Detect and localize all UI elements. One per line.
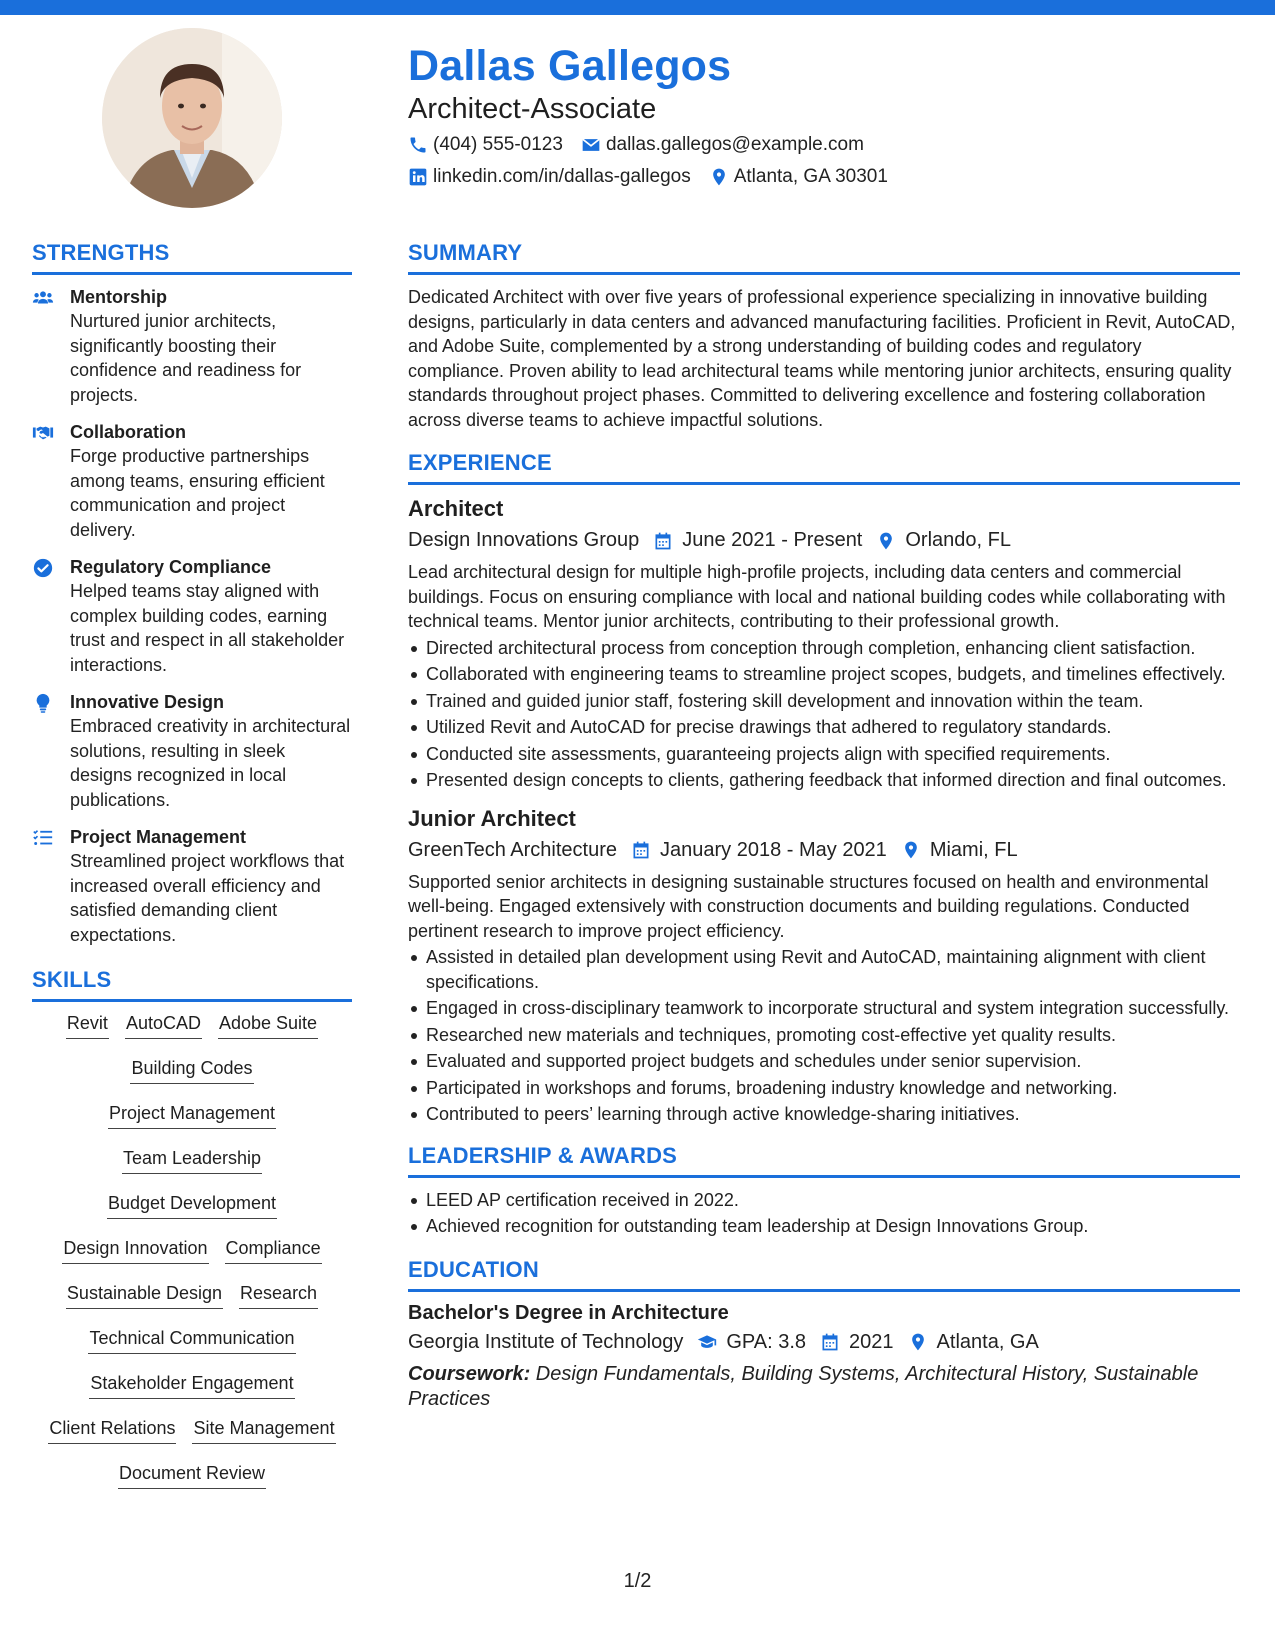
job-bullet: Engaged in cross-disciplinary teamwork to incorporate structural and system integration successfully.: [426, 996, 1240, 1021]
coursework-list: Design Fundamentals, Building Systems, Architectural History, Sustainable Practices: [408, 1362, 1199, 1410]
leadership-item: Achieved recognition for outstanding team leadership at Design Innovations Group.: [426, 1214, 1240, 1239]
job-role: Junior Architect: [408, 805, 576, 831]
graduation-year-group: [820, 1331, 894, 1354]
strengths-heading: STRENGTHS: [32, 240, 352, 275]
degree-name: Bachelor's Degree in Architecture: [408, 1301, 729, 1324]
skill-row: [32, 1372, 352, 1399]
left-column: [32, 240, 352, 1507]
graduation-year: 2021: [849, 1330, 894, 1353]
summary-text: Dedicated Architect with over five years of professional experience specializing in innovative building designs, particularly in data centers and advanced manufacturing facilities. Proficient in Revit, AutoCAD, and Adobe Suite, complemented by a strong understanding of building codes and regulatory compliance. Proven ability to lead architectural teams while mentoring junior architects, ensuring quality standards throughout project phases. Committed to delivering excellence and fostering collaboration across diverse teams to achieve impactful solutions.: [408, 287, 1236, 430]
job-entry: [408, 495, 1240, 793]
coursework: [408, 1362, 1240, 1412]
job-bullet: Presented design concepts to clients, gathering feedback that informed direction and final outcomes.: [426, 768, 1240, 793]
calendar-icon: [820, 1332, 840, 1352]
top-accent-bar: [0, 0, 1275, 15]
location-contact: [709, 166, 888, 188]
strength-item: [32, 420, 352, 542]
job-bullet: Assisted in detailed plan development using Revit and AutoCAD, maintaining alignment with client specifications.: [426, 945, 1240, 994]
skill-tag: Adobe Suite: [218, 1012, 318, 1039]
skill-tag: Client Relations: [48, 1417, 176, 1444]
calendar-icon: [653, 531, 673, 551]
job-bullet: Directed architectural process from conception through completion, enhancing client satisfaction.: [426, 636, 1240, 661]
phone-icon: [408, 135, 428, 155]
job-dates-group: [653, 529, 862, 552]
skill-row: [32, 1147, 352, 1174]
skill-row: [32, 1102, 352, 1129]
job-dates: January 2018 - May 2021: [660, 838, 887, 861]
job-bullet: Collaborated with engineering teams to streamline project scopes, budgets, and timelines effectively.: [426, 662, 1240, 687]
skill-tag: AutoCAD: [125, 1012, 202, 1039]
gpa-value: GPA: 3.8: [726, 1330, 807, 1353]
strength-item: [32, 285, 352, 407]
skill-tag: Team Leadership: [122, 1147, 262, 1174]
strength-title: Mentorship: [70, 287, 167, 307]
skill-tag: Design Innovation: [62, 1237, 208, 1264]
skill-row: [32, 1282, 352, 1309]
strength-description: Forge productive partnerships among teams, ensuring efficient communication and project delivery.: [70, 446, 325, 540]
job-bullet: Utilized Revit and AutoCAD for precise drawings that adhered to regulatory standards.: [426, 715, 1240, 740]
leadership-list: [408, 1188, 1240, 1239]
strength-description: Helped teams stay aligned with complex building codes, earning trust and respect in all stakeholder interactions.: [70, 581, 345, 675]
job-bullet: Participated in workshops and forums, broadening industry knowledge and networking.: [426, 1076, 1240, 1101]
job-location: Orlando, FL: [905, 529, 1011, 551]
skill-tag: Document Review: [118, 1462, 266, 1489]
graduation-cap-icon: [697, 1332, 717, 1352]
contact-row-secondary: [408, 166, 906, 188]
contact-row-primary: [408, 134, 882, 156]
skill-row: [32, 1462, 352, 1489]
skill-row: [32, 1012, 352, 1039]
email-contact: [581, 134, 864, 156]
strength-description: Nurtured junior architects, significantly boosting their confidence and readiness for projects.: [70, 311, 302, 405]
school-name: Georgia Institute of Technology: [408, 1330, 684, 1353]
map-pin-icon: [876, 531, 896, 551]
coursework-label: Coursework:: [408, 1362, 531, 1385]
skill-tag: Research: [239, 1282, 318, 1309]
skill-row: [32, 1237, 352, 1264]
right-column: [408, 240, 1240, 1412]
map-pin-icon: [901, 840, 921, 860]
job-description: Lead architectural design for multiple high-profile projects, including data centers and commercial buildings. Focus on ensuring compliance with local and national building codes while collaborating with technical teams. Mentor junior architects, contributing to their professional growth.: [408, 562, 1226, 631]
lightbulb-icon: [32, 692, 54, 714]
linkedin-url[interactable]: linkedin.com/in/dallas-gallegos: [433, 166, 691, 187]
job-role: Architect: [408, 496, 504, 521]
job-entry: [408, 805, 1240, 1127]
job-bullet: Conducted site assessments, guaranteeing projects align with specified requirements.: [426, 742, 1240, 767]
leadership-item: LEED AP certification received in 2022.: [426, 1188, 1240, 1213]
job-bullet: Researched new materials and techniques, promoting cost-effective yet quality results.: [426, 1023, 1240, 1048]
profile-photo-illustration: [102, 28, 282, 208]
education-meta: [408, 1331, 1240, 1354]
education-heading: EDUCATION: [408, 1257, 1240, 1292]
phone-number[interactable]: (404) 555-0123: [433, 134, 563, 155]
envelope-icon: [581, 135, 601, 155]
job-location: Miami, FL: [929, 838, 1018, 861]
school-location: Atlanta, GA: [936, 1330, 1039, 1353]
location-text: Atlanta, GA 30301: [733, 166, 888, 187]
skill-row: [32, 1417, 352, 1444]
phone-contact: [408, 134, 563, 156]
strength-description: Embraced creativity in architectural solutions, resulting in sleek designs recognized in local publications.: [70, 716, 351, 810]
job-title-headline: Architect-Associate: [408, 93, 657, 125]
skill-tag: Building Codes: [130, 1057, 253, 1084]
strength-title: Collaboration: [70, 422, 186, 442]
skill-tag: Stakeholder Engagement: [89, 1372, 294, 1399]
experience-heading: EXPERIENCE: [408, 450, 1240, 485]
skill-tag: Sustainable Design: [66, 1282, 223, 1309]
strength-item: [32, 690, 352, 812]
skill-tag: Technical Communication: [88, 1327, 295, 1354]
profile-photo: [102, 28, 282, 208]
skills-list: [32, 1012, 352, 1489]
leadership-heading: LEADERSHIP & AWARDS: [408, 1143, 1240, 1178]
handshake-icon: [32, 422, 54, 444]
job-bullets: [408, 636, 1240, 793]
skill-tag: Site Management: [192, 1417, 335, 1444]
users-icon: [32, 287, 54, 309]
candidate-name: Dallas Gallegos: [408, 42, 732, 90]
job-bullets: [408, 945, 1240, 1127]
job-bullet: Contributed to peers’ learning through active knowledge-sharing initiatives.: [426, 1102, 1240, 1127]
map-pin-icon: [709, 167, 729, 187]
gpa-group: [697, 1331, 806, 1354]
job-location-group: [901, 839, 1018, 862]
list-check-icon: [32, 827, 54, 849]
calendar-icon: [631, 840, 651, 860]
strength-description: Streamlined project workflows that increased overall efficiency and satisfied demanding client expectations.: [70, 851, 345, 945]
linkedin-icon: [408, 167, 428, 187]
job-dates-group: [631, 839, 887, 862]
strength-item: [32, 555, 352, 677]
skill-row: [32, 1192, 352, 1219]
job-location-group: [876, 529, 1011, 552]
skill-tag: Budget Development: [107, 1192, 277, 1219]
skill-tag: Project Management: [108, 1102, 276, 1129]
strength-title: Innovative Design: [70, 692, 225, 712]
summary-heading: SUMMARY: [408, 240, 1240, 275]
page-number: 1/2: [623, 1570, 652, 1592]
skill-row: [32, 1327, 352, 1354]
school-location-group: [908, 1331, 1039, 1354]
strength-title: Regulatory Compliance: [70, 557, 272, 577]
map-pin-icon: [908, 1332, 928, 1352]
skill-tag: Compliance: [225, 1237, 322, 1264]
job-company: GreenTech Architecture: [408, 838, 617, 861]
linkedin-contact: [408, 166, 691, 188]
job-bullet: Evaluated and supported project budgets and schedules under senior supervision.: [426, 1049, 1240, 1074]
email-address[interactable]: dallas.gallegos@example.com: [605, 134, 864, 155]
job-meta: [408, 839, 1240, 862]
strength-item: [32, 825, 352, 947]
job-meta: [408, 529, 1240, 552]
job-dates: June 2021 - Present: [682, 529, 863, 551]
skill-tag: Revit: [66, 1012, 109, 1039]
check-circle-icon: [32, 557, 54, 579]
skills-heading: SKILLS: [32, 967, 352, 1002]
job-company: Design Innovations Group: [408, 529, 640, 551]
job-bullet: Trained and guided junior staff, fostering skill development and innovation within the team.: [426, 689, 1240, 714]
job-description: Supported senior architects in designing sustainable structures focused on health and environmental well-being. Engaged extensively with construction documents and building regulations. Conducted pertinent research to improve project efficiency.: [408, 871, 1209, 941]
strength-title: Project Management: [70, 827, 247, 847]
skill-row: [32, 1057, 352, 1084]
